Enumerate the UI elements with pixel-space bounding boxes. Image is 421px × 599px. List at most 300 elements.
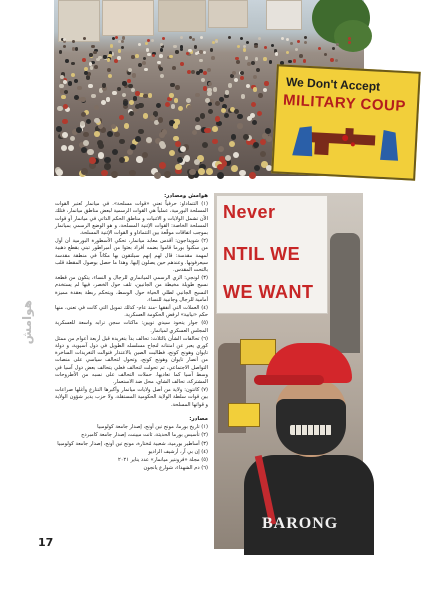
source-item: (٣) أساطير بورمية، شعبية مُختارة، مونج تين أونج، إصدار جامعة كولومبيا (57, 440, 208, 447)
crowd-person (122, 36, 125, 39)
crowd-person (133, 96, 138, 101)
crowd-person (332, 47, 335, 50)
crowd-person (247, 62, 251, 66)
crowd-person (203, 51, 206, 54)
crowd-person (194, 45, 197, 48)
crowd-person (127, 79, 131, 83)
small-yellow-sign (228, 403, 260, 427)
crowd-person (117, 87, 121, 91)
crowd-person (348, 37, 351, 40)
crowd-person (84, 71, 88, 75)
crowd-person (157, 61, 161, 65)
crowd-person (143, 57, 147, 61)
crowd-person (94, 131, 100, 137)
crowd-person (59, 84, 63, 88)
crowd-person (62, 119, 67, 124)
protest-crowd-photo (54, 0, 407, 176)
crowd-person (112, 149, 118, 155)
crowd-person (206, 168, 213, 175)
crowd-person (207, 68, 211, 72)
crowd-person (147, 39, 150, 42)
crowd-person (234, 78, 238, 82)
crowd-person (236, 60, 240, 64)
crowd-person (225, 90, 230, 95)
crowd-person (71, 62, 75, 66)
crowd-person (187, 105, 192, 110)
crowd-person (132, 73, 136, 77)
crowd-person (110, 44, 113, 47)
crowd-person (188, 49, 191, 52)
crowd-person (135, 54, 139, 58)
crowd-person (180, 146, 186, 152)
crowd-person (148, 93, 153, 98)
crowd-person (138, 129, 144, 135)
crowd-person (231, 165, 238, 172)
sign-line: Never (223, 202, 276, 222)
crowd-person (198, 168, 205, 175)
crowd-person (159, 54, 163, 58)
crowd-person (101, 100, 106, 105)
crowd-person (80, 97, 85, 102)
notes-heading: هوامش ومصادر: (164, 193, 208, 199)
crowd-person (145, 42, 148, 45)
crowd-person (215, 40, 218, 43)
crowd-person (70, 136, 76, 142)
crowd-person (162, 37, 165, 40)
building (58, 0, 100, 42)
crowd-person (119, 139, 125, 145)
crowd-person (224, 113, 229, 118)
crowd-person (60, 75, 64, 79)
crowd-person (275, 52, 278, 55)
crowd-person (257, 111, 262, 116)
crowd-person (191, 70, 195, 74)
crowd-person (65, 59, 69, 63)
note-paragraph: (٣) لونجي: الزي الرسمي الميانماري للرجال و النساء، يتكون من قطعة نسيج طويلة مخيطة من الجانبين، تلف حول الخصر، فيها لم يستخدم النسيج الجانبي لطلي الحياة حول الوسط، ويتحكم ربطة بعقدة مميزة أمامية للرجال وجانبية للنساء. (55, 275, 208, 303)
crowd-person (251, 61, 255, 65)
crowd-person (252, 120, 257, 125)
crowd-person (240, 37, 243, 40)
crowd-person (68, 145, 74, 151)
crowd-person (189, 169, 196, 176)
crowd-person (216, 121, 221, 126)
source-item: (٢) تأسيس بورما الحديثة، ثانت ميينت، إصدار جامعة كامبردج (81, 432, 208, 439)
crowd-person (207, 88, 211, 92)
crowd-person (94, 118, 99, 123)
crowd-person (102, 83, 106, 87)
crowd-person (83, 37, 86, 40)
crowd-person (286, 38, 289, 41)
crowd-person (107, 131, 113, 137)
crowd-person (254, 165, 261, 172)
crowd-person (94, 105, 99, 110)
sign-text-line-1: We Don't Accept (285, 74, 381, 94)
crowd-person (255, 57, 259, 61)
crowd-person (112, 91, 117, 96)
crowd-person (83, 140, 89, 146)
crowd-person (207, 91, 212, 96)
crowd-person (184, 155, 190, 161)
crowd-person (180, 48, 183, 51)
crowd-person (106, 97, 111, 102)
crowd-person (247, 116, 252, 121)
crowd-person (111, 124, 117, 130)
crowd-person (74, 95, 79, 100)
crowd-person (94, 65, 98, 69)
crowd-person (253, 75, 257, 79)
crowd-person (175, 50, 178, 53)
crowd-person (256, 68, 260, 72)
crowd-person (83, 132, 89, 138)
crowd-person (142, 61, 146, 65)
crowd-person (297, 40, 300, 43)
crowd-person (175, 164, 182, 171)
note-paragraph: (٥) جواز يتحوذ سيدي تويين: ماكنات سجن ترابه واسعة للعسكرية المجلس العسكري لميانمار. (55, 320, 208, 334)
crowd-person (246, 41, 249, 44)
crowd-person (98, 152, 104, 158)
building (266, 0, 302, 30)
crowd-person (89, 53, 93, 57)
crowd-person (264, 81, 268, 85)
crowd-person (165, 102, 170, 107)
crowd-person (205, 128, 211, 134)
crowd-person (253, 87, 257, 91)
crowd-person (135, 136, 141, 142)
crowd-person (162, 129, 168, 135)
crowd-person (119, 115, 124, 120)
crowd-person (199, 50, 202, 53)
crowd-person (159, 162, 166, 169)
note-paragraph: (٢) شويداجون: أقدس معابد ميانمار، تحكي الأسطورة البورمية أن أول من سكنوا بورما قاموا بضمه أفراد بعثوا من أمبراطور تبني بقطع دهبية لمهمة مقدسة: قال لهم إنهم سيلتقون بها مكاناً في منطقة مقدسة سيعرفونها. وعندهم حين يصلون إليها. وهذا ما حصل بوصول المقطة قلب بالتحت المقدس. (55, 238, 208, 274)
crowd-person (192, 130, 198, 136)
protest-sign (271, 64, 421, 180)
mask-teeth-print (290, 425, 332, 435)
source-item: (٤) إن بي آر، أرشيف الراديو (148, 448, 208, 455)
crowd-person (232, 71, 236, 75)
crowd-person (219, 97, 224, 102)
crowd-person (160, 48, 163, 51)
crowd-person (150, 115, 155, 120)
crowd-person (81, 168, 88, 175)
crowd-person (173, 45, 176, 48)
crowd-person (178, 106, 183, 111)
crowd-person (61, 145, 67, 151)
crowd-person (237, 123, 242, 128)
crowd-person (324, 53, 327, 56)
crowd-person (228, 36, 231, 39)
crowd-person (173, 123, 179, 129)
crowd-person (93, 51, 96, 54)
crowd-person (212, 41, 215, 44)
crowd-person (138, 63, 142, 67)
crowd-person (90, 66, 94, 70)
crowd-person (200, 113, 205, 118)
crowd-person (143, 113, 148, 118)
crowd-person (186, 98, 191, 103)
crowd-person (160, 74, 164, 78)
crowd-person (286, 51, 289, 54)
crowd-person (203, 71, 207, 75)
crowd-person (138, 43, 141, 46)
crowd-person (239, 170, 246, 177)
crowd-person (195, 117, 200, 122)
crowd-person (107, 68, 111, 72)
crowd-person (263, 57, 267, 61)
crowd-person (264, 46, 267, 49)
crowd-person (124, 123, 130, 129)
crowd-person (154, 172, 161, 179)
crowd-person (114, 59, 118, 63)
crowd-person (240, 76, 244, 80)
crowd-person (171, 104, 176, 109)
crowd-person (180, 62, 184, 66)
crowd-person (122, 81, 126, 85)
sign-line: NTIL WE (223, 244, 301, 264)
crowd-person (82, 58, 86, 62)
crowd-person (88, 84, 92, 88)
crowd-person (253, 142, 259, 148)
page-number: 17 (38, 536, 54, 549)
crowd-person (144, 68, 148, 72)
crowd-person (98, 143, 104, 149)
crowd-person (122, 93, 127, 98)
source-item: (١) تاريخ بورما، مونج تين أونج، إصدار جامعة كولومبيا (97, 424, 208, 431)
crowd-person (205, 98, 210, 103)
crowd-person (160, 43, 163, 46)
crowd-person (237, 45, 240, 48)
crowd-person (258, 93, 263, 98)
notes-text-column (55, 193, 208, 550)
crowd-person (143, 94, 148, 99)
crowd-person (266, 136, 272, 142)
crowd-person (135, 91, 140, 96)
crowd-person (62, 132, 68, 138)
crowd-person (159, 67, 163, 71)
crowd-person (271, 44, 274, 47)
sign-text-line-2: MILITARY COUP (282, 91, 407, 116)
crowd-person (335, 59, 339, 63)
crowd-person (237, 114, 242, 119)
crowd-person (318, 47, 321, 50)
section-side-label: هوامش (20, 300, 34, 345)
crowd-person (112, 37, 115, 40)
crowd-person (243, 48, 246, 51)
crowd-person (229, 141, 235, 147)
crowd-person (213, 87, 217, 91)
crowd-person (72, 47, 75, 50)
crowd-person (201, 78, 205, 82)
crowd-person (114, 132, 120, 138)
crowd-person (142, 152, 148, 158)
building (102, 0, 154, 36)
crowd-person (152, 54, 156, 58)
crowd-person (195, 52, 198, 55)
crowd-person (107, 58, 111, 62)
crowd-person (169, 55, 173, 59)
crowd-person (175, 85, 179, 89)
crowd-person (87, 149, 93, 155)
crowd-person (290, 42, 293, 45)
crowd-person (136, 156, 142, 162)
crowd-person (56, 169, 63, 176)
crowd-person (91, 45, 94, 48)
crowd-person (265, 128, 271, 134)
masked-protester-photo (214, 193, 363, 549)
crowd-person (59, 50, 62, 53)
crowd-person (217, 172, 224, 179)
crowd-person (330, 58, 334, 62)
crowd-person (108, 74, 112, 78)
tree (334, 20, 372, 52)
crowd-person (269, 60, 273, 64)
crowd-person (164, 171, 171, 178)
crowd-person (295, 48, 298, 51)
crowd-person (81, 147, 87, 153)
crowd-person (129, 170, 136, 177)
crowd-person (91, 94, 96, 99)
crowd-person (75, 47, 78, 50)
crowd-person (202, 142, 208, 148)
fist-and-gun-illustration (284, 115, 404, 167)
sources-heading: مصادر: (189, 415, 208, 422)
crowd-person (147, 53, 150, 56)
crowd-person (63, 104, 68, 109)
crowd-person (215, 116, 220, 121)
crowd-person (74, 79, 78, 83)
jacket-print-text: BARONG (262, 515, 339, 532)
crowd-person (130, 144, 136, 150)
crowd-person (64, 90, 69, 95)
crowd-person (146, 48, 149, 51)
crowd-person (299, 54, 303, 58)
crowd-person (118, 49, 121, 52)
crowd-person (127, 149, 133, 155)
crowd-person (288, 60, 292, 64)
crowd-person (158, 117, 163, 122)
crowd-person (195, 125, 201, 131)
crowd-person (180, 36, 183, 39)
crowd-person (121, 40, 124, 43)
crowd-person (115, 36, 118, 39)
crowd-person (212, 139, 218, 145)
crowd-person (174, 98, 179, 103)
crowd-person (121, 46, 124, 49)
source-item: (٥) مجلة «فرونتير ميانمار» عدد يناير ٢٠٢١ (118, 456, 208, 463)
note-paragraph: (٦) تحالفات الشأن بالثلاث: تحالف بدأ بتغريدة قبل أربعة أعوام من ممثل كوري يعبر عن امتنانه لنجاح مسلسله الطويل في دول آسيوية، و دولة تايوان وهونج كونج، فطالبت الصين بالاعتذار فتوالت التغريدات الساخرة من أنصار تايوان وهونج كونج، وتحول لتحالف سياسي على منصات التواصل الاجتماعي، ثم تحولت لتحالف فعلي يتحالف بعض دول آسيا في وسط آسيا كما تعاديها. حملات التحالف على نسبه من الأطروحات المشتركة، تحالف الشاي، محل ضد الاستعمار. (55, 335, 208, 386)
crowd-person (263, 88, 267, 92)
crowd-person (195, 93, 200, 98)
crowd-person (56, 126, 62, 132)
crowd-person (246, 84, 250, 88)
crowd-person (208, 109, 213, 114)
crowd-person (60, 89, 65, 94)
crowd-person (217, 164, 224, 171)
crowd-person (117, 56, 121, 60)
crowd-person (86, 75, 90, 79)
crowd-person (303, 59, 307, 63)
crowd-person (293, 59, 297, 63)
crowd-person (101, 170, 108, 177)
crowd-person (211, 56, 215, 60)
note-paragraph: (٧) كانتون: ولاية من أصل ولايات ميانمار وأكبرها التنازع وأغلها صراعات بين قوات سلطة الولاية الحكومية المستقلة، ولا حزب يدير شؤون الولاية و قواتها المسلحة. (55, 387, 208, 408)
crowd-person (86, 119, 91, 124)
crowd-person (245, 56, 249, 60)
building (208, 0, 248, 28)
cap-brim (254, 375, 324, 385)
crowd-person (203, 86, 207, 90)
crowd-person (212, 126, 218, 132)
crowd-person (81, 112, 86, 117)
crowd-person (260, 139, 266, 145)
crowd-person (151, 39, 154, 42)
crowd-person (169, 150, 175, 156)
crowd-person (254, 45, 257, 48)
crowd-person (61, 95, 66, 100)
crowd-person (304, 36, 307, 39)
sign-line: WE WANT (223, 282, 314, 302)
crowd-person (249, 172, 256, 179)
crowd-person (304, 41, 307, 44)
crowd-person (63, 45, 66, 48)
building (158, 0, 206, 32)
crowd-person (119, 157, 125, 163)
crowd-person (63, 38, 66, 41)
crowd-person (215, 101, 220, 106)
crowd-person (251, 102, 256, 107)
crowd-person (156, 103, 161, 108)
crowd-person (77, 86, 81, 90)
crowd-person (72, 40, 75, 43)
crowd-person (146, 137, 152, 143)
crowd-person (57, 106, 62, 111)
crowd-person (139, 103, 144, 108)
crowd-person (76, 127, 82, 133)
crowd-person (172, 66, 176, 70)
crowd-person (169, 93, 174, 98)
crowd-person (240, 71, 244, 75)
crowd-person (71, 73, 75, 77)
crowd-person (210, 48, 213, 51)
note-paragraph: (١) التتماداو: حرفياً تعني «قوات مسلحة». في ميانمار تُعتبر القوات المسلحة البورمية، عملياً هي القوات الرسمية لبعض مناطق ميانمار، فتلك الأن تشمل الولايات و الاثنيات و مناطق الحكم الذاتي في ميانمار أو قوات المسلحة الخاصة: القوات الإثنية المسلحة، و هو الوضع الرسمي بميانمار بموجب اتفاقات موقّعة بين التتماداو و القوات الإثنية المسلحة. (55, 201, 208, 237)
note-paragraph: (٤) العملات التي أنفقها -منذ عام- كذلك تمويل التي كانت في تعنى، منها حكم «نيابية» لرفض الحكومة العسكرية. (55, 305, 208, 319)
crowd-person (228, 83, 232, 87)
crowd-person (199, 69, 203, 73)
crowd-person (131, 55, 135, 59)
crowd-person (208, 82, 212, 86)
background-person (330, 233, 360, 353)
crowd-person (200, 36, 203, 39)
handwritten-protest-sign (216, 195, 328, 314)
crowd-person (192, 38, 195, 41)
crowd-person (199, 59, 203, 63)
crowd-person (258, 37, 261, 40)
crowd-person (68, 81, 72, 85)
crowd-person (233, 152, 239, 158)
crowd-person (281, 37, 284, 40)
crowd-person (104, 163, 111, 170)
source-item: (٦) دم الشهداء، شوارع يانجون (143, 465, 208, 472)
crowd-person (336, 43, 339, 46)
crowd-person (89, 157, 95, 163)
crowd-person (111, 171, 118, 178)
crowd-person (243, 134, 249, 140)
crowd-person (260, 151, 266, 157)
crowd-person (231, 134, 237, 140)
crowd-person (241, 94, 246, 99)
crowd-person (128, 68, 132, 72)
crowd-person (218, 146, 224, 152)
crowd-person (96, 58, 100, 62)
